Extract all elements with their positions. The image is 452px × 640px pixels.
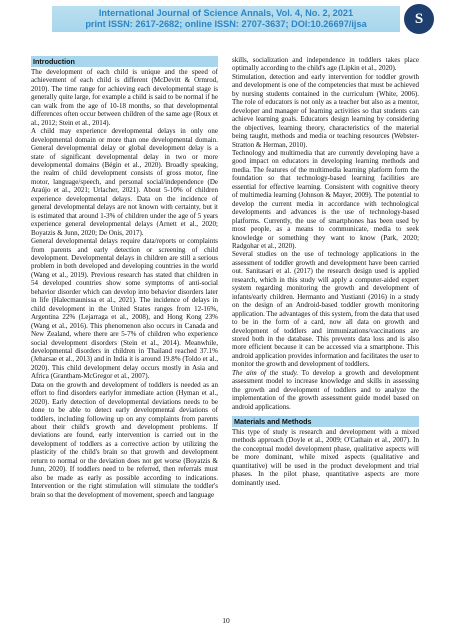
intro-paragraph-1: The development of each child is unique and the speed of achievement of each child is different (McDevitt & Ormrod, 2010). The time range for achieving each developmental stage is generally quite large, for example a child is said to be normal if he can walk from the age of 10-18 months, so that developmental differences often occur between children of the same age (Roux et al., 2012; Stein et al., 2014). [31, 68, 218, 127]
intro-continuation-paragraph: skills, socialization and independence in toddlers takes place optimally according to the child's age (Lipkin et al., 2020). [232, 56, 419, 73]
aim-text: To develop a growth and development assessment model to increase knowledge and skills in assessing the growth and development of toddlers and to analyze the implementation of the growth assessment guide model based on android applications. [232, 368, 419, 411]
journal-logo-letter: S [414, 11, 424, 27]
journal-issn-doi: print ISSN: 2617-2682; online ISSN: 2707-3637; DOI:10.26697/ijsa [85, 19, 367, 29]
journal-title: International Journal of Science Annals, Vol. 4, No. 2, 2021 [98, 8, 354, 18]
technology-paragraph: Technology and multimedia that are currently developing have a good impact on educators in developing learning methods and media. The features of the multimedia learning platform form the foundation so that technology-based learning facilities are essential for effective learning. Consistent with cognitive theory of multimedia learning (Johnson & Mayer, 2009). The potential to develop the current media in accordance with technological developments and advances is the use of technology-based platforms. Currently, the use of smartphones has been used by most people, as a means to communicate, media to seek knowledge or something they want to know (Park, 2020; Radgohar et al., 2020). [232, 148, 419, 250]
intro-paragraph-2: A child may experience developmental delays in only one developmental domain or more than one developmental domain. General developmental delay or global development delay is a state of significant developmental delay in two or more developmental domains (Bégin et al., 2020). Broadly speaking, the realm of child development consists of gross motor, fine motor, language/speech, and personal social/independence (De Araújo et al., 2021; Urlacher, 2021). About 5-10% of children experience developmental delays. Data on the incidence of general developmental delays are not known with certainty, but it is estimated that around 1-3% of children under the age of 5 years experience general developmental delays (Arnett et al., 2020; Boyatzis & Junn, 2020; De Onis, 2017). [31, 127, 218, 237]
stimulation-paragraph: Stimulation, detection and early intervention for toddler growth and development is one of the competencies that must be achieved by nursing students contained in the curriculum (White, 2006). The role of educators is not only as a teacher but also as a mentor, developer and manager of learning activities so that students can achieve learning goals. Educators design learning by considering the objectives, learning theory, characteristics of the material being taught, methods and media or teaching resources (Webster-Stratton & Herman, 2010). [232, 72, 419, 149]
right-column [232, 56, 419, 487]
introduction-heading: Introduction [31, 56, 218, 67]
left-column [31, 56, 218, 499]
aim-label: The aim of the study. [232, 368, 299, 377]
journal-header-banner [52, 6, 400, 32]
intro-paragraph-4: Data on the growth and development of toddlers is needed as an effort to find disorders earlyfor immediate action (Hyman et al., 2020). Early detection of developmental deviations needs to be done to be able to detect early developmental deviations of toddlers, including following up on any complaints from parents about their child's growth and development problems. If deviations are found, early intervention is carried out in the development of toddlers as a corrective action by utilizing the plasticity of the child's brain so that growth and development return to normal or the deviation does not get worse (Boyatzis & Junn, 2020). If toddlers need to be referred, then referrals must also be made as early as possible according to indications. Intervention or the right stimulation will stimulate the toddler's brain so that the development of movement, speech and language [31, 380, 218, 499]
intro-paragraph-3: General developmental delays require data/reports or complaints from parents and early detection or screening of child development. Developmental delays in children are still a serious problem in both developed and developing countries in the world (Wang et al., 2019). Previous research has stated that children in 54 developed countries show some symptoms of anti-social behavior disorder which can develop into behavior disorders later in life (Halecmaunissa et al., 2021). The incidence of delays in child development in the United States ranges from 12-16%, Argentina 22% (Lejarraga et al., 2008), and Hong Kong 23% (Wang et al., 2016). This phenomenon also occurs in Canada and New Zealand, where there are 5-7% of children who experience social development disorders (Stein et al., 2014). Meanwhile, developmental disorders in children in Thailand reached 37.1% (Jeharsae et al., 2013) and in India it is around 19.8% (Toldo et al., 2020). This child development delay occurs mostly in Asia and Africa (Grantham-McGregor et al., 2007). [31, 237, 218, 381]
methods-paragraph: This type of study is research and development with a mixed methods approach (Doyle et al., 2009; O'Cathain et al., 2007). In the conceptual model development phase, qualitative aspects will be more dominant, while mixed aspects (qualitative and quantitative) will be used in the product development and trial phases. In the pilot phase, quantitative aspects are more dominantly used. [232, 428, 419, 487]
materials-methods-heading: Materials and Methods [232, 416, 419, 427]
aim-paragraph [232, 369, 419, 411]
studies-paragraph: Several studies on the use of technology applications in the assessment of toddler growth and development have been carried out. Sanitasari et al. (2017) the research design used is applied research, which in this study will apply a computer-aided expert system regarding monitoring the growth and development of infants/early children. Hermanto and Yustianti (2016) in a study on the design of an Android-based toddler growth monitoring application. The advantages of this system, from the data that used to be in the form of a card, now all data on growth and development of toddlers and immunizations/vaccinations are stored both in the database. This prevents data loss and is also more efficient because it can be accessed via a smartphone. This android application provides information and facilitates the user to monitor the growth and development of toddlers. [232, 250, 419, 369]
page-number: 10 [222, 616, 230, 625]
